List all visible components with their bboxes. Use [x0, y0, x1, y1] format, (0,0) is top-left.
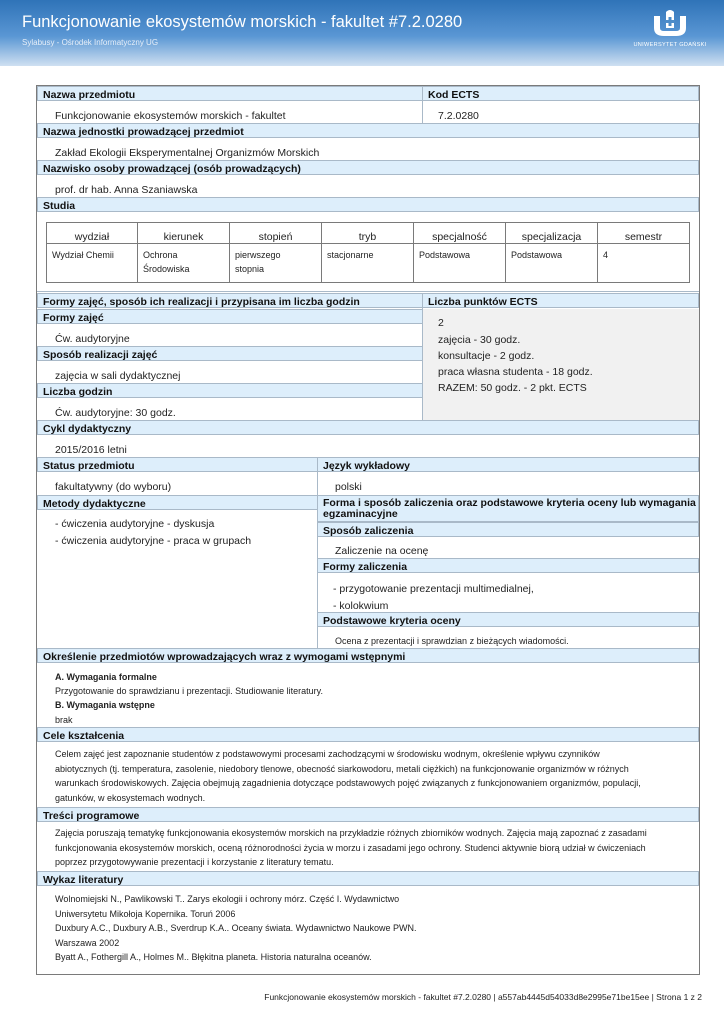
- ects-code-value: 7.2.0280: [438, 110, 479, 122]
- literature-line: Wolnomiejski N., Pawlikowski T.. Zarys ekologii i ochrony mórz. Część I. Wydawnictwo: [55, 894, 400, 904]
- university-logo-text: UNIWERSYTET GDAŃSKI: [633, 42, 707, 48]
- assessment-form-item: - kolokwium: [333, 600, 389, 612]
- status-value: fakultatywny (do wyboru): [55, 481, 172, 493]
- ects-summary: RAZEM: 50 godz. - 2 pkt. ECTS: [438, 382, 587, 394]
- studies-cell-specialization: [506, 244, 598, 283]
- course-name-label: Nazwa przedmiotu: [37, 86, 423, 101]
- assessment-method-label: Sposób zaliczenia: [317, 522, 699, 537]
- literature-line: Byatt A., Fothergill A., Holmes M.. Błękitna planeta. Historia naturalna oceanów.: [55, 952, 372, 962]
- literature-list: [55, 892, 695, 965]
- class-forms-value: Ćw. audytoryjne: [55, 333, 130, 345]
- cycle-value: 2015/2016 letni: [55, 444, 127, 456]
- studies-cell-specialty: [414, 244, 506, 283]
- initial-requirements-label: B. Wymagania wstępne: [55, 700, 155, 710]
- literature-line: Duxbury A.C., Duxbury A.B., Sverdrup K.A.. Oceany świata. Wydawnictwo Naukowe PWN.: [55, 923, 417, 933]
- literature-line: Warszawa 2002: [55, 937, 120, 948]
- learning-goals-line: gatunków, w ekosystemach wodnych.: [55, 792, 206, 803]
- language-value: polski: [335, 481, 362, 493]
- learning-goals-line: warunkach środowiskowych. Zajęcia obejmują zagadnienia dotyczące podstawowych pojęć związanych z funkcjonowaniem organizmów, populacji,: [55, 778, 641, 788]
- divider: [37, 291, 699, 292]
- divider: [317, 457, 318, 648]
- studies-semester-value: 4: [603, 250, 609, 260]
- studies-cell-faculty: [47, 244, 138, 283]
- studies-field-line1: Ochrona: [143, 250, 178, 260]
- page-footer: Funkcjonowanie ekosystemów morskich - fakultet #7.2.0280 | a557ab4445d54033d8e2995e71be15ee | Strona 1 z 2: [264, 992, 702, 1002]
- divider: [422, 293, 423, 420]
- studies-label: Studia: [37, 197, 699, 212]
- cycle-label: Cykl dydaktyczny: [37, 420, 699, 435]
- prerequisites-label: Określenie przedmiotów wprowadzających wraz z wymogami wstępnymi: [37, 648, 699, 663]
- ects-self-study-hours: praca własna studenta - 18 godz.: [438, 366, 593, 378]
- studies-header-faculty: wydział: [47, 223, 138, 244]
- university-logo-icon: [652, 8, 688, 38]
- hours-label: Liczba godzin: [37, 383, 423, 398]
- unit-label: Nazwa jednostki prowadzącej przedmiot: [37, 123, 699, 138]
- studies-specialization-value: Podstawowa: [511, 250, 563, 260]
- studies-mode-value: stacjonarne: [327, 250, 374, 260]
- literature-line: Uniwersytetu Mikołoja Kopernika. Toruń 2006: [55, 908, 236, 919]
- studies-header-mode: tryb: [322, 223, 414, 244]
- course-content-line: funkcjonowania ekosystemów morskich, oceną różnorodności życia w morzu i zasadami jego ochrony. Studenci aktywnie biorą udział w ćwiczeniach: [55, 842, 646, 853]
- assessment-form-item: - przygotowanie prezentacji multimedialnej,: [333, 583, 534, 595]
- course-content-label: Treści programowe: [37, 807, 699, 822]
- status-label: Status przedmiotu: [37, 457, 318, 472]
- formal-requirements-label: A. Wymagania formalne: [55, 672, 157, 682]
- ects-consultations-hours: konsultacje - 2 godz.: [438, 350, 535, 362]
- lecturer-label: Nazwisko osoby prowadzącej (osób prowadzących): [37, 160, 699, 175]
- studies-header-level: stopień: [230, 223, 322, 244]
- ects-points-label: Liczba punktów ECTS: [422, 293, 699, 308]
- studies-field-line2: Środowiska: [143, 264, 190, 274]
- ects-classes-hours: zajęcia - 30 godz.: [438, 334, 521, 346]
- learning-goals-label: Cele kształcenia: [37, 727, 699, 742]
- ects-total-points: 2: [438, 317, 444, 329]
- lecturer-value: prof. dr hab. Anna Szaniawska: [55, 184, 198, 196]
- literature-label: Wykaz literatury: [37, 871, 699, 886]
- language-label: Język wykładowy: [317, 457, 699, 472]
- studies-cell-mode: [322, 244, 414, 283]
- delivery-method-value: zajęcia w sali dydaktycznej: [55, 370, 181, 382]
- assessment-label: Forma i sposób zaliczenia oraz podstawowe kryteria oceny lub wymagania egzaminacyjne: [317, 495, 699, 522]
- studies-table: [46, 222, 690, 283]
- ects-code-label: Kod ECTS: [422, 86, 699, 101]
- studies-header-field: kierunek: [138, 223, 230, 244]
- unit-value: Zakład Ekologii Eksperymentalnej Organizmów Morskich: [55, 147, 320, 159]
- page-title: Funkcjonowanie ekosystemów morskich - fakultet #7.2.0280: [22, 13, 463, 31]
- initial-requirements-value: brak: [55, 715, 73, 725]
- delivery-method-label: Sposób realizacji zajęć: [37, 346, 423, 361]
- studies-cell-field: [138, 244, 230, 283]
- studies-cell-semester: [598, 244, 689, 283]
- formal-requirements-value: Przygotowanie do sprawdzianu i prezentacji. Studiowanie literatury.: [55, 686, 323, 696]
- course-content-line: Zajęcia poruszają tematykę funkcjonowania ekosystemów morskich na przykładzie różnych zbiorników wodnych. Zajęcia mają zapoznać z zasadami: [55, 828, 647, 838]
- course-content-text: [55, 826, 699, 870]
- assessment-method-value: Zaliczenie na ocenę: [335, 545, 429, 557]
- divider: [422, 86, 423, 123]
- studies-cell-level: [230, 244, 322, 283]
- studies-level-line1: pierwszego: [235, 250, 281, 260]
- studies-level-line2: stopnia: [235, 264, 265, 274]
- assessment-forms-label: Formy zaliczenia: [317, 558, 699, 573]
- studies-header-semester: semestr: [598, 223, 689, 244]
- learning-goals-line: abiotycznych (tj. temperatura, zasolenie, niedobory tlenowe, obecność siarkowodoru, metali ciężkich) na funkcjonowanie organizmów w różnych: [55, 763, 629, 774]
- teaching-method-item: - ćwiczenia audytoryjne - dyskusja: [55, 518, 215, 530]
- hours-value: Ćw. audytoryjne: 30 godz.: [55, 407, 176, 419]
- grading-criteria-value: Ocena z prezentacji i sprawdzian z bieżących wiadomości.: [335, 636, 569, 646]
- studies-header-specialty: specjalność: [414, 223, 506, 244]
- learning-goals-line: Celem zajęć jest zapoznanie studentów z podstawowymi procesami zachodzącymi w środowisku wodnym, określenie wpływu czynników: [55, 749, 600, 759]
- learning-goals-text: [55, 747, 695, 805]
- studies-header-specialization: specjalizacja: [506, 223, 598, 244]
- page-header: [0, 0, 724, 66]
- grading-criteria-label: Podstawowe kryteria oceny: [317, 612, 699, 627]
- page-subtitle: Sylabusy - Ośrodek Informatyczny UG: [22, 38, 159, 47]
- university-logo: [628, 8, 712, 52]
- course-content-line: poprzez przygotowywanie prezentacji i korzystanie z literatury tematu.: [55, 857, 334, 867]
- ects-points-panel: [422, 309, 699, 420]
- forms-label: Formy zajęć, sposób ich realizacji i przypisana im liczba godzin: [37, 293, 423, 308]
- class-forms-label: Formy zajęć: [37, 309, 423, 324]
- studies-faculty-value: Wydział Chemii: [52, 250, 114, 260]
- teaching-method-item: - ćwiczenia audytoryjne - praca w grupach: [55, 535, 252, 547]
- course-name-value: Funkcjonowanie ekosystemów morskich - fakultet: [55, 110, 286, 122]
- teaching-methods-label: Metody dydaktyczne: [37, 495, 318, 510]
- studies-specialty-value: Podstawowa: [419, 250, 471, 260]
